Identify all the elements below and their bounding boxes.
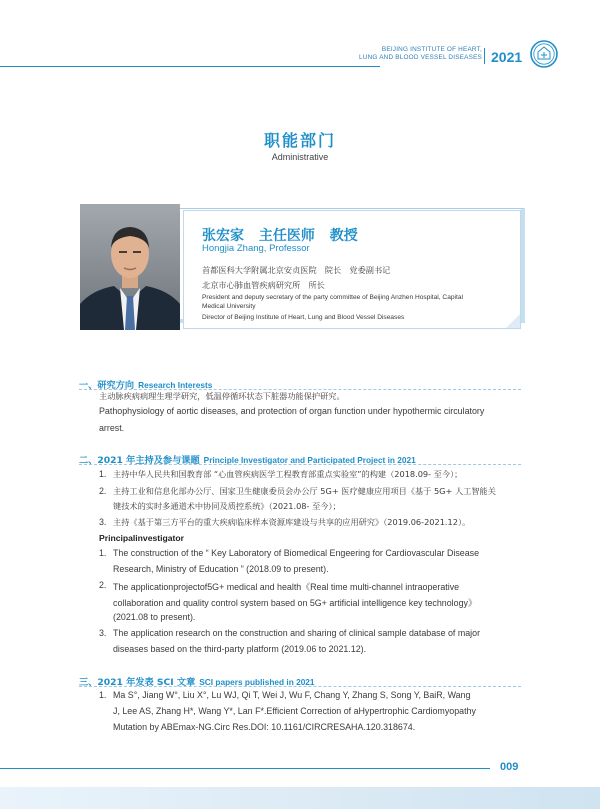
project-en-item-3-line-1: The application research on the construction and sharing of clinical sample database of major: [113, 628, 481, 638]
page-number: 009: [500, 761, 519, 773]
position-en-3: Director of Beijing Institute of Heart, Lung and Blood Vessel Diseases: [202, 314, 405, 321]
project-cn-item-2-line-2: 键技术的实时多通道术中协同及质控系统》（2021.08- 至今）；: [113, 501, 341, 511]
research-interests-en-line-1: Pathophysiology of aortic diseases, and protection of organ function under hypothermic circulatory: [99, 406, 485, 416]
institute-seal-icon: [530, 40, 558, 68]
section-heading-en: Research Interests: [138, 380, 213, 390]
project-en-item-1-line-1: The construction of the “ Key Laboratory of Biomedical Engeering for Cardiovascular Disease: [113, 548, 480, 558]
portrait-photo: [80, 204, 180, 330]
project-en-item-2-line-2: collaboration and quality control system based on 5G+ artificial intelligence key technology》: [113, 598, 477, 608]
name-cn: 张宏家: [202, 228, 244, 244]
header-rule: [0, 66, 380, 67]
page-subtitle: Administrative: [271, 152, 329, 162]
position-en-2: Medical University: [202, 303, 256, 310]
paper-item-1-line-1: Ma S°, Jiang W°, Liu X°, Lu WJ, Qi T, Wei J, Wu F, Chang Y, Zhang S, Song Y, BaiR, Wang: [113, 690, 471, 700]
position-en-1: President and deputy secretary of the party committee of Beijing Anzhen Hospital, Capital: [202, 294, 463, 301]
section-divider: [79, 389, 521, 390]
position-cn-2: 北京市心肺血管疾病研究所 所长: [202, 280, 325, 290]
institute-line-1: BEIJING INSTITUTE OF HEART,: [381, 46, 482, 53]
header-institute-name: [359, 46, 482, 61]
section-heading-cn: 三、2021 年发表 SCI 文章: [79, 677, 196, 688]
list-number: 2.: [99, 580, 107, 590]
list-number: 1.: [99, 690, 107, 700]
header-year: 2021: [491, 49, 523, 65]
project-en-item-1-line-2: Research, Ministry of Education ” (2018.09 to present).: [113, 564, 329, 574]
profile-name-line: [202, 225, 368, 245]
section-heading-cn: 一、研究方向: [79, 380, 135, 391]
name-en: Hongjia Zhang, Professor: [202, 243, 310, 254]
list-number: 2.: [99, 486, 107, 496]
project-en-item-3-line-2: diseases based on the third-party platform (2019.06 to 2021.12).: [113, 644, 367, 654]
research-interests-cn: 主动脉疾病病理生理学研究，低温停循环状态下脏器功能保护研究。: [99, 391, 345, 401]
list-number: 1.: [99, 469, 107, 479]
project-cn-item-2-line-1: 主持工业和信息化部办公厅、国家卫生健康委员会办公厅 5G+ 医疗健康应用项目《基于 5G+ 人工智能关: [113, 486, 496, 496]
list-number: 3.: [99, 628, 107, 638]
paper-item-1-line-3: Mutation by ABEmax-NG.Circ Res.DOI: 10.1161/CIRCRESAHA.120.318674.: [113, 722, 416, 732]
project-cn-item-3: 主持《基于第三方平台的重大疾病临床样本资源库建设与共享的应用研究》（2019.06-2021.12）。: [113, 517, 471, 527]
project-cn-item-1: 主持中华人民共和国教育部 “心血管疾病医学工程教育部重点实验室”的构建（2018.09- 至今）；: [113, 469, 463, 479]
list-number: 3.: [99, 517, 107, 527]
project-en-item-2-line-1: The applicationprojectof5G+ medical and health《Real time multi-channel intraoperative: [113, 582, 460, 592]
footer-rule: [0, 768, 490, 769]
footer-band: [0, 787, 600, 809]
section-heading-en: Principle Investigator and Participated Project in 2021: [203, 455, 416, 465]
research-interests-en-line-2: arrest.: [99, 423, 125, 433]
section-divider: [79, 686, 521, 687]
header-separator: [484, 48, 485, 64]
section-divider: [79, 464, 521, 465]
title-cn-1: 主任医师: [258, 228, 315, 244]
paper-item-1-line-2: J, Lee AS, Zhang H*, Wang Y*, Lan F*.Efficient Correction of aHypertrophic Cardiomyopathy: [113, 706, 476, 716]
role-label: Principalinvestigator: [99, 533, 185, 543]
page-title: 职能部门: [263, 131, 336, 150]
section-heading-cn: 二、2021 年主持及参与课题: [79, 455, 200, 466]
project-en-item-2-line-3: (2021.08 to present).: [113, 612, 196, 622]
title-cn-2: 教授: [329, 228, 358, 244]
list-number: 1.: [99, 548, 107, 558]
position-cn-1: 首都医科大学附属北京安贞医院 院长 党委副书记: [202, 265, 391, 275]
section-heading-en: SCI papers published in 2021: [199, 677, 315, 687]
institute-line-2: LUNG AND BLOOD VESSEL DISEASES: [359, 53, 482, 61]
